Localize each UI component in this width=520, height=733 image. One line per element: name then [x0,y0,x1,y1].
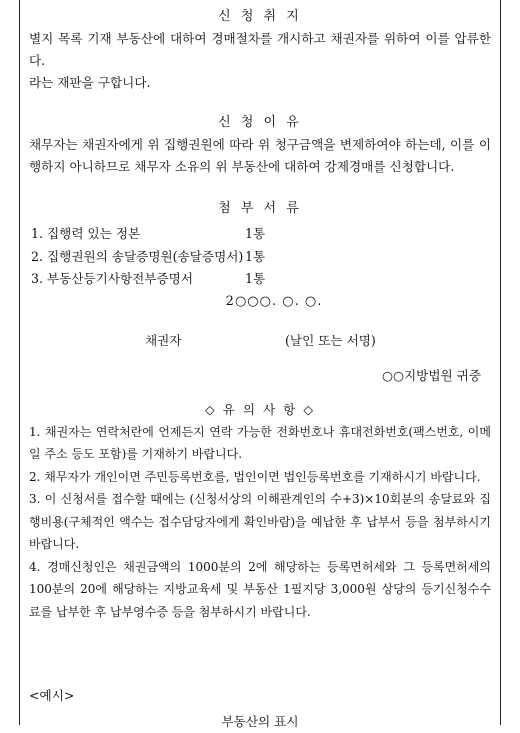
creditor-label: 채권자 [145,332,182,348]
note-item: 4. 경매신청인은 채권금액의 1000분의 2에 해당하는 등록면허세와 그 등록면허세의 100분의 20에 해당하는 지방교육세 및 부동산 1필지당 3,000원 상당의 등기신청수수료를 납부한 후 납부영수증 등을 첨부하시기 바랍니다. [29,559,491,619]
left-margin-line [19,0,20,725]
document-body [29,6,491,733]
attachment-item [29,268,491,291]
request-reason-heading: 신 청 이 유 [218,115,302,130]
attachment-doc: 2. 집행권원의 송달증명원(송달증명서) [31,248,244,264]
attachments-heading: 첨 부 서 류 [218,201,302,216]
attachment-count: 1통 [245,248,266,264]
court-addressee: ○○지방법원 귀중 [382,367,481,383]
note-item: 2. 채무자가 개인이면 주민등록번호를, 법인이면 법인등록번호를 기재하시기 바랍니다. [29,469,481,484]
note-item: 1. 채권자는 연락처란에 언제든지 연락 가능한 전화번호나 휴대전화번호(팩스번호, 이메일 주소 등도 포함)를 기재하기 바랍니다. [29,424,491,461]
example-label: <예시> [29,688,75,703]
attachment-doc: 1. 집행력 있는 정본 [31,226,141,241]
seal-or-signature: (날인 또는 서명) [285,332,376,348]
right-margin-line [500,0,501,725]
attachment-count: 1통 [245,226,266,241]
request-reason-body: 채무자는 채권자에게 위 집행권원에 따라 위 청구금액을 변제하여야 하는데, 이를 이행하지 아니하므로 채무자 소유의 위 부동산에 대하여 강제경매를 신청합니다. [29,137,491,174]
property-title: 부동산의 표시 [221,714,299,729]
request-purpose-closing: 라는 재판을 구합니다. [29,75,151,90]
request-purpose-body: 별지 목록 기재 부동산에 대하여 경매절차를 개시하고 채권자를 위하여 이를 압류한다. [29,31,491,68]
notes-heading: ◇ 유 의 사 항 ◇ [204,401,316,417]
attachment-item [29,246,491,269]
request-purpose-heading: 신 청 취 지 [218,9,302,24]
attachment-doc: 3. 부동산등기사항전부증명서 [31,271,194,286]
filing-date: 2○○○. ○. ○. [225,293,323,309]
note-item: 3. 이 신청서를 접수할 때에는 (신청서상의 이해관계인의 수+3)×10회분의 송달료와 집행비용(구체적인 액수는 접수담당자에게 확인바람)을 예납한 후 납부서 등을 첨부하시기 바랍니다. [29,492,491,551]
attachment-item [29,223,491,246]
creditor-line [29,330,491,352]
attachment-count: 1통 [245,271,266,286]
